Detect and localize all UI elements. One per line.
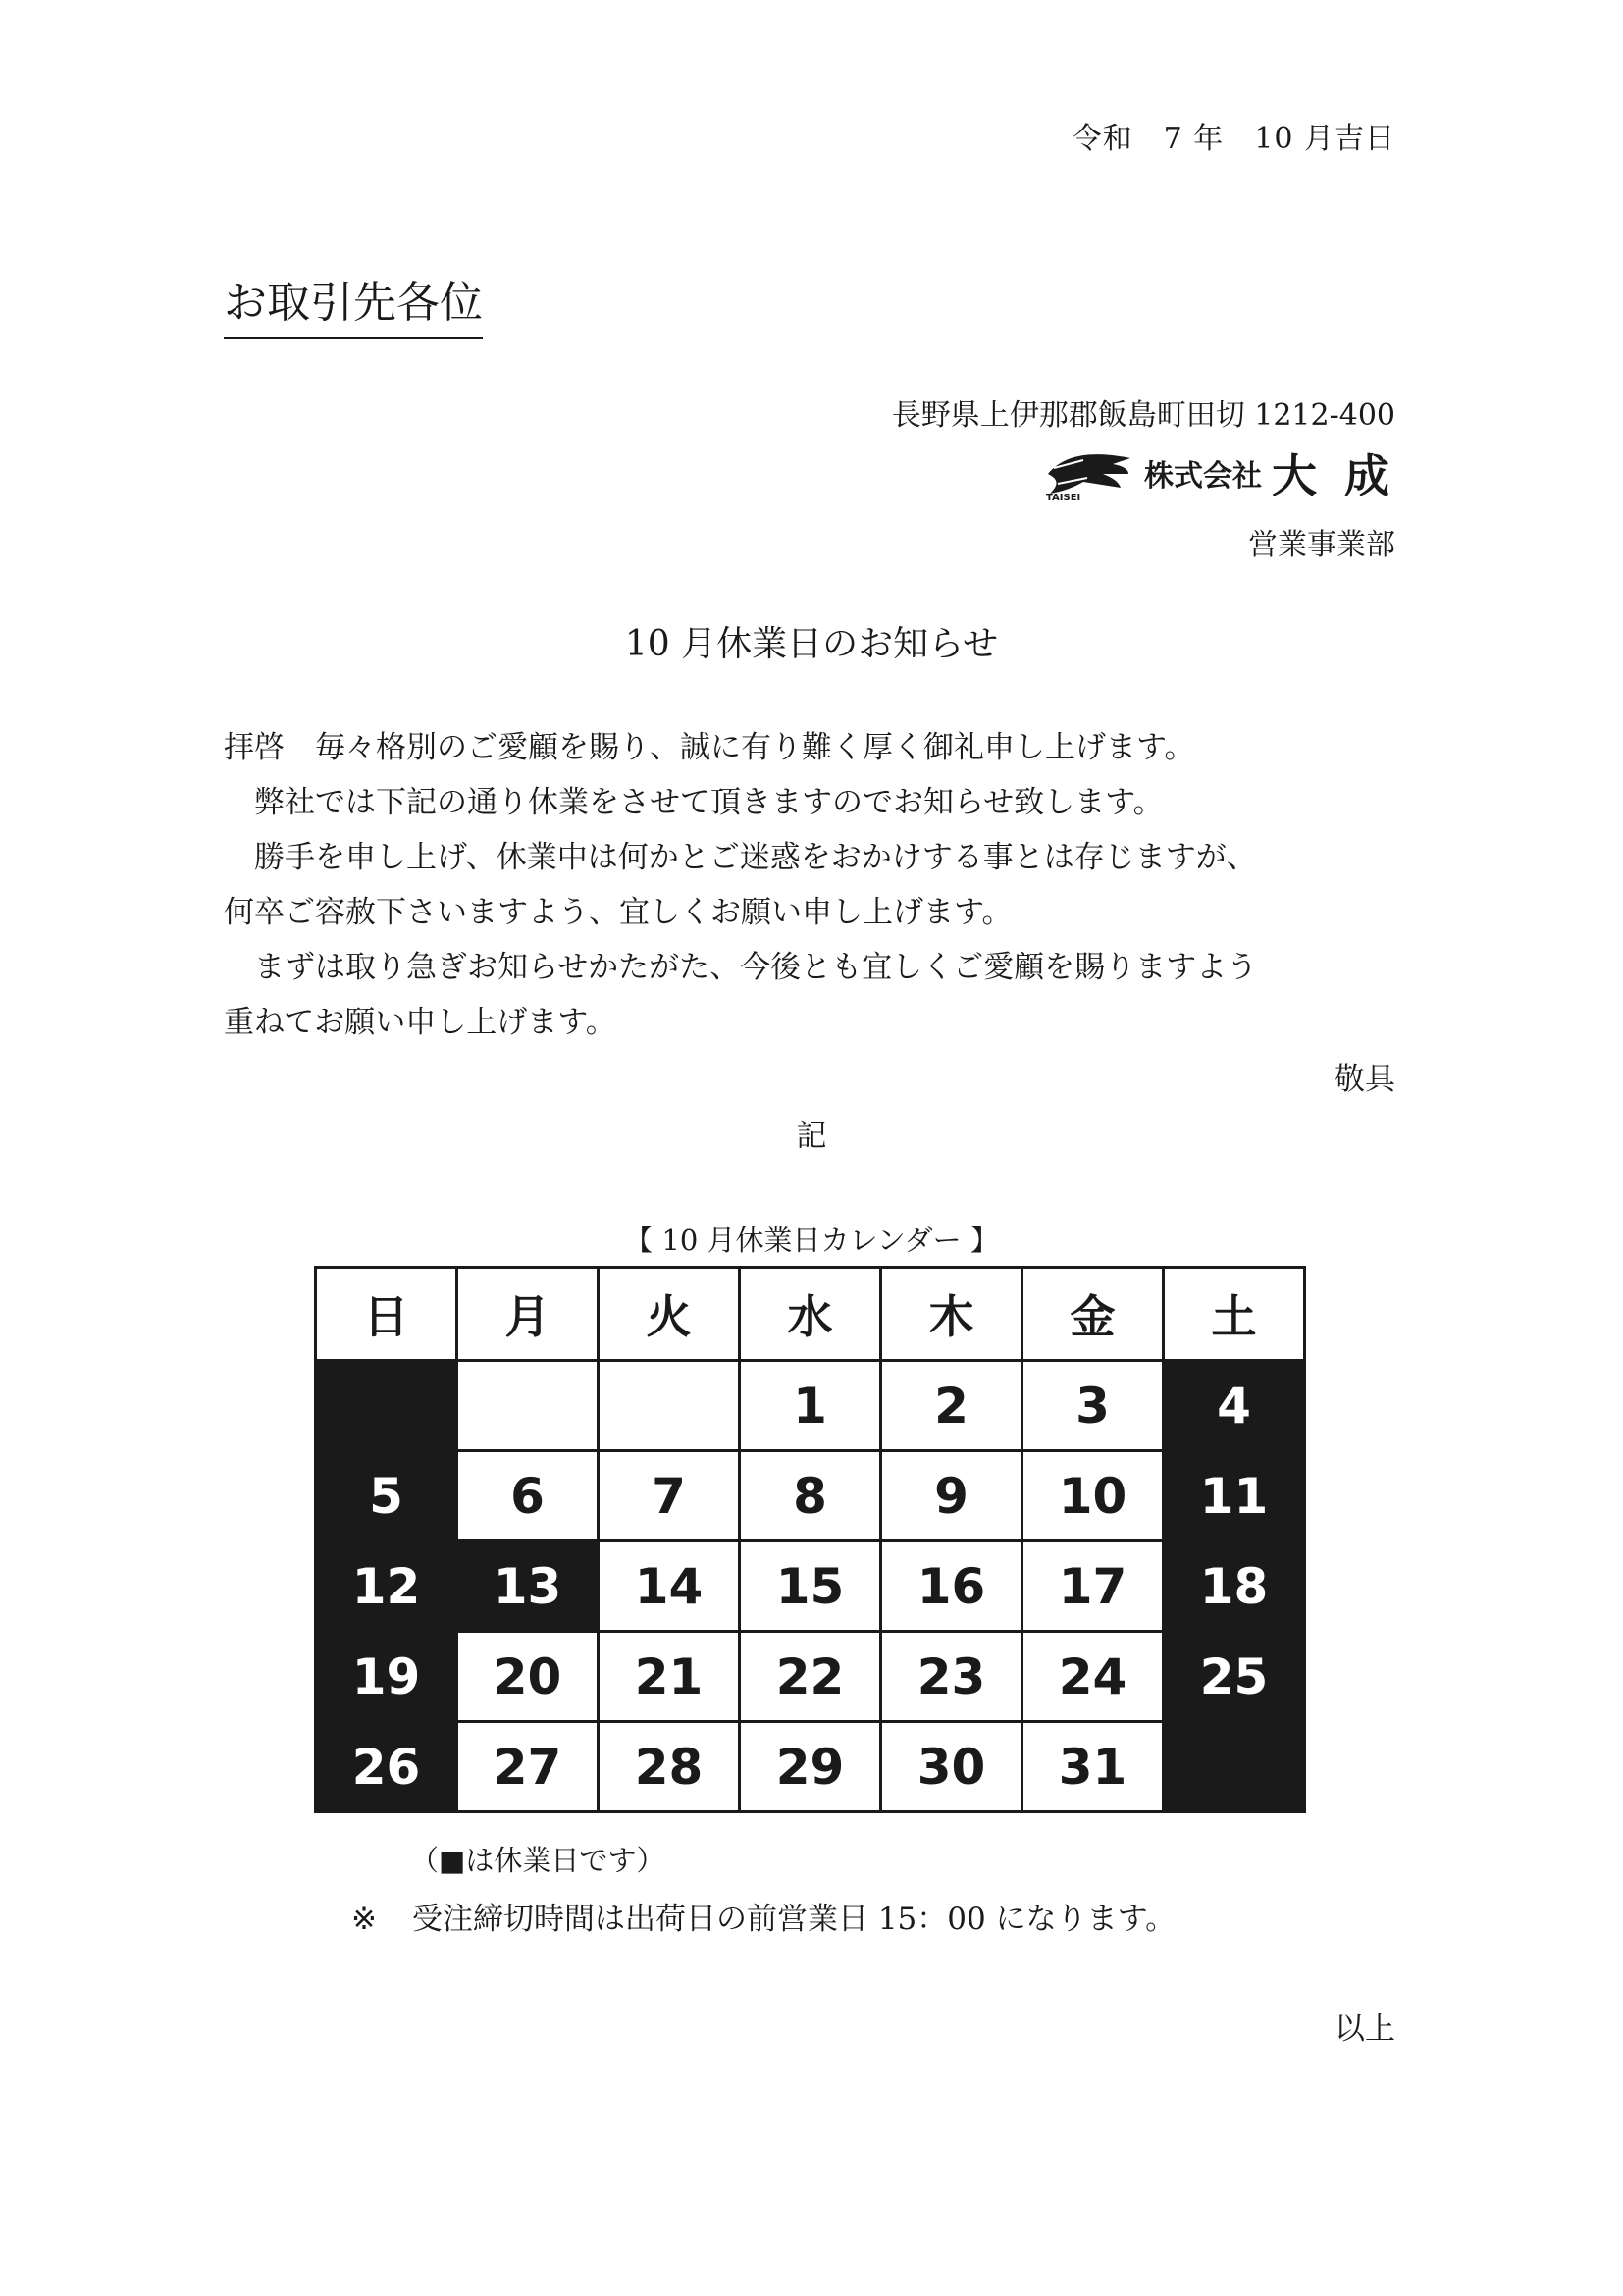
calendar-day: 16 <box>881 1541 1022 1632</box>
calendar-week-row <box>316 1632 1305 1722</box>
letter-body <box>224 720 1401 1050</box>
weekday-tue: 火 <box>599 1268 740 1361</box>
document-date: 令和 7 年 10 月吉日 <box>1072 122 1395 156</box>
calendar-day: 27 <box>457 1722 599 1812</box>
calendar-day-holiday: 11 <box>1164 1451 1305 1541</box>
calendar-day: 31 <box>1022 1722 1164 1812</box>
calendar-day: 21 <box>599 1632 740 1722</box>
calendar-week-row <box>316 1541 1305 1632</box>
weekday-sun: 日 <box>316 1268 457 1361</box>
svg-text:TAISEI: TAISEI <box>1045 493 1081 501</box>
calendar-day: 24 <box>1022 1632 1164 1722</box>
body-line: 何卒ご容赦下さいますよう、宜しくお願い申し上げます。 <box>224 895 1013 930</box>
order-deadline-note <box>351 1894 1176 1938</box>
recipient-heading: お取引先各位 <box>224 275 483 339</box>
calendar-week-row <box>316 1361 1305 1451</box>
calendar-week-row <box>316 1451 1305 1541</box>
calendar-day: 8 <box>740 1451 881 1541</box>
calendar-day-holiday: 18 <box>1164 1541 1305 1632</box>
calendar-day-holiday: 5 <box>316 1451 457 1541</box>
department-name: 営業事業部 <box>1248 528 1395 562</box>
weekday-sat: 土 <box>1164 1268 1305 1361</box>
company-prefix: 株式会社 <box>1143 459 1262 494</box>
calendar-day-holiday: 13 <box>457 1541 599 1632</box>
calendar-day-holiday: 12 <box>316 1541 457 1632</box>
calendar-day: 1 <box>740 1361 881 1451</box>
calendar-week-row <box>316 1722 1305 1812</box>
calendar-day: 28 <box>599 1722 740 1812</box>
calendar-day-holiday <box>1164 1722 1305 1812</box>
calendar-day: 22 <box>740 1632 881 1722</box>
calendar-day: 17 <box>1022 1541 1164 1632</box>
calendar-day-holiday: 25 <box>1164 1632 1305 1722</box>
calendar-day-holiday <box>316 1361 457 1451</box>
ki-marker: 記 <box>796 1119 827 1154</box>
calendar-legend: （■は休業日です） <box>410 1844 665 1877</box>
calendar-day: 20 <box>457 1632 599 1722</box>
weekday-header-row <box>316 1268 1305 1361</box>
body-line: 勝手を申し上げ、休業中は何かとご迷惑をおかけする事とは存じますが、 <box>224 840 1257 875</box>
dragon-logo-icon <box>1044 444 1134 501</box>
body-line: 拝啓 毎々格別のご愛顧を賜り、誠に有り難く厚く御礼申し上げます。 <box>224 730 1195 765</box>
note-mark: ※ <box>351 1902 377 1937</box>
body-line: 重ねてお願い申し上げます。 <box>224 1005 616 1040</box>
calendar-day: 15 <box>740 1541 881 1632</box>
body-line: まずは取り急ぎお知らせかたがた、今後とも宜しくご愛顧を賜りますよう <box>224 950 1258 985</box>
weekday-wed: 水 <box>740 1268 881 1361</box>
company-name: 大 成 <box>1271 449 1395 502</box>
calendar-day: 3 <box>1022 1361 1164 1451</box>
calendar-day: 6 <box>457 1451 599 1541</box>
sender-address: 長野県上伊那郡飯島町田切 1212-400 <box>891 398 1395 433</box>
weekday-fri: 金 <box>1022 1268 1164 1361</box>
holiday-calendar <box>314 1266 1306 1813</box>
calendar-day: 23 <box>881 1632 1022 1722</box>
body-line: 弊社では下記の通り休業をさせて頂きますのでお知らせ致します。 <box>224 785 1164 820</box>
notice-title: 10 月休業日のお知らせ <box>624 624 999 664</box>
closing-ijo: 以上 <box>1335 2011 1395 2047</box>
calendar-day-holiday: 26 <box>316 1722 457 1812</box>
calendar-day: 14 <box>599 1541 740 1632</box>
calendar-day: 7 <box>599 1451 740 1541</box>
note-text: 受注締切時間は出荷日の前営業日 15：00 になります。 <box>411 1902 1177 1937</box>
calendar-day: 2 <box>881 1361 1022 1451</box>
closing-keigu: 敬具 <box>1335 1062 1395 1097</box>
calendar-day <box>457 1361 599 1451</box>
calendar-day: 30 <box>881 1722 1022 1812</box>
calendar-day: 29 <box>740 1722 881 1812</box>
company-logo <box>1044 444 1395 502</box>
calendar-day: 10 <box>1022 1451 1164 1541</box>
weekday-mon: 月 <box>457 1268 599 1361</box>
calendar-day-holiday: 19 <box>316 1632 457 1722</box>
calendar-title: 【 10 月休業日カレンダー 】 <box>624 1224 999 1257</box>
calendar-day-holiday: 4 <box>1164 1361 1305 1451</box>
weekday-thu: 木 <box>881 1268 1022 1361</box>
calendar-day <box>599 1361 740 1451</box>
calendar-day: 9 <box>881 1451 1022 1541</box>
